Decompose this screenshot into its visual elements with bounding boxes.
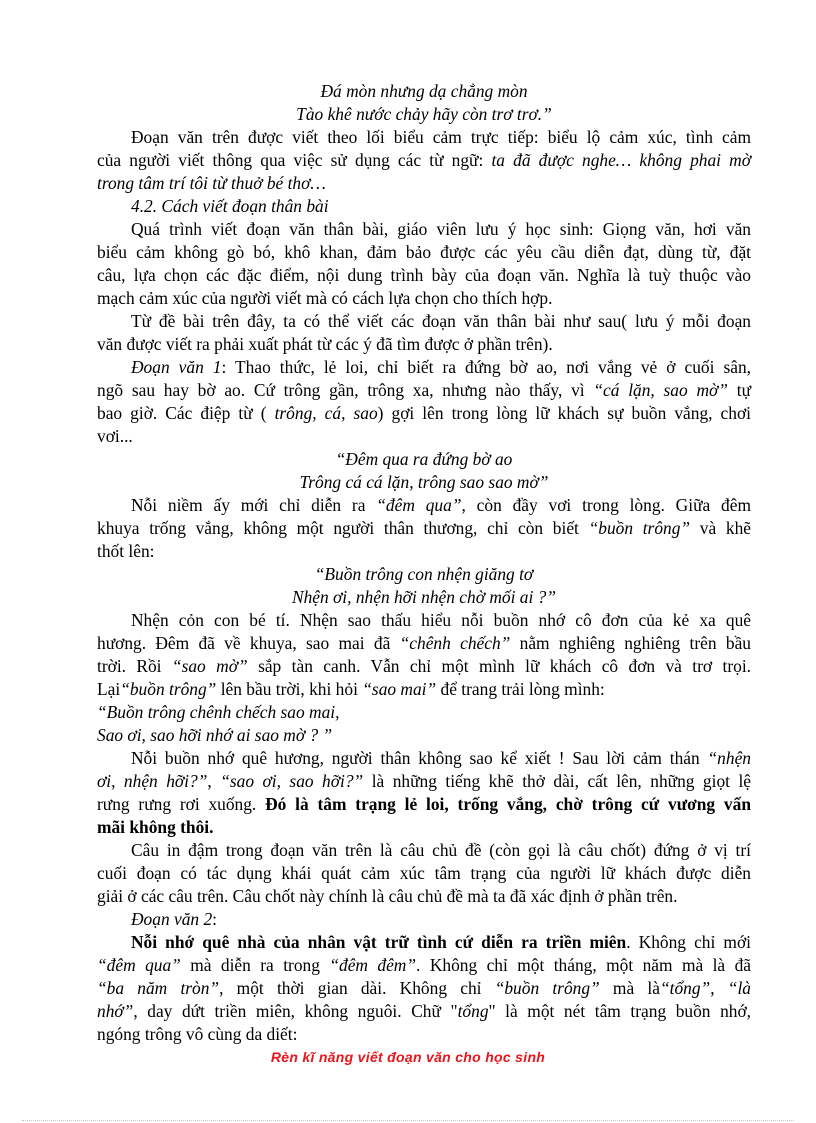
body-text: Nỗi niềm ấy mới chỉ diễn ra: [131, 495, 377, 515]
body-text: mà diễn ra trong: [180, 955, 330, 975]
body-text: nằm nghiêng nghiêng trên bầu: [510, 633, 751, 653]
paragraph-line: [97, 655, 751, 678]
verse-line: [97, 471, 751, 494]
paragraph-line: [97, 310, 751, 333]
verse-line: [97, 586, 751, 609]
paragraph-line: [97, 425, 751, 448]
paragraph-line: [97, 931, 751, 954]
verse-text: “Đêm qua ra đứng bờ ao: [335, 449, 513, 469]
body-text: Nỗi buồn nhớ quê hương, người thân không sao kể xiết ! Sau lời cảm thán: [131, 748, 708, 768]
paragraph-line: [97, 1023, 751, 1046]
body-text: ngõ sau hay bờ ao. Cứ trông gần, trông xa, nhưng nào thấy, vì: [97, 380, 594, 400]
paragraph-line: [97, 977, 751, 1000]
verse-text: Sao ơi, sao hỡi nhớ ai sao mờ ? ”: [97, 725, 333, 745]
paragraph-line: [97, 494, 751, 517]
paragraph-line: [97, 126, 751, 149]
paragraph-line: [97, 793, 751, 816]
verse-line: [97, 448, 751, 471]
verse-text: Trông cá cá lặn, trông sao sao mờ”: [299, 472, 549, 492]
verse-line: [97, 563, 751, 586]
body-text: của người viết thông qua việc sử dụng các từ ngữ:: [97, 150, 492, 170]
italic-quote: “buồn trông”: [494, 978, 600, 998]
paragraph-line: [97, 356, 751, 379]
verse-line: [97, 724, 751, 747]
italic-text: trong tâm trí tôi từ thuở bé thơ…: [97, 173, 326, 193]
body-text: Nhện cỏn con bé tí. Nhện sao thấu hiểu nỗi buồn nhớ cô đơn của kẻ xa quê: [131, 610, 751, 630]
paragraph-line: [97, 379, 751, 402]
body-text: . Không chỉ một tháng, một năm mà là đã: [416, 955, 751, 975]
bold-text: Đó là tâm trạng lẻ loi, trống vắng, chờ trông cứ vương vấn: [265, 794, 751, 814]
body-text: văn được viết ra phải xuất phát từ các ý đã tìm được ở phần trên).: [97, 334, 553, 354]
bold-text: Nỗi nhớ quê nhà của nhân vật trữ tình cứ diễn ra triền miên: [131, 932, 627, 952]
italic-quote: “sao ơi, sao hỡi?”: [220, 771, 364, 791]
body-text: , day dứt triền miên, không nguôi. Chữ ": [133, 1001, 458, 1021]
body-text: Câu in đậm trong đoạn văn trên là câu chủ đề (còn gọi là câu chốt) đứng ở vị trí: [131, 840, 751, 860]
quote-line-1: [97, 80, 751, 103]
paragraph-line: [97, 333, 751, 356]
paragraph-line: [97, 149, 751, 172]
body-text: biểu cảm không gò bó, khô khan, đảm bảo được các yêu cầu diễn đạt, dùng từ, đặt: [97, 242, 751, 262]
body-text: ) gợi lên trong lòng lữ khách sự buồn vắng, chơi: [377, 403, 751, 423]
italic-quote: “sao mai”: [362, 679, 437, 699]
italic-quote: “đêm qua”: [97, 955, 181, 975]
section-label: [97, 908, 751, 931]
quote-line-2: [97, 103, 751, 126]
italic-label: Đoạn văn 2: [131, 909, 213, 929]
body-text: hương. Đêm đã về khuya, sao mai đã: [97, 633, 400, 653]
page-footer: Rèn kĩ năng viết đoạn văn cho học sinh: [270, 1049, 546, 1065]
italic-quote: “đêm qua”: [376, 495, 462, 515]
italic-text: trông, cá, sao: [274, 403, 378, 423]
paragraph-line: [97, 172, 751, 195]
paragraph-line: [97, 632, 751, 655]
paragraph-line: [97, 747, 751, 770]
italic-quote: nhớ”: [97, 1001, 134, 1021]
body-text: Quá trình viết đoạn văn thân bài, giáo viên lưu ý học sinh: Giọng văn, hơi văn: [131, 219, 751, 239]
verse-line: [97, 701, 751, 724]
section-heading: [97, 195, 751, 218]
body-text: tự: [727, 380, 752, 400]
body-text: mạch cảm xúc của người viết mà có cách lựa chọn cho thích hợp.: [97, 288, 553, 308]
italic-quote: “cá lặn, sao mờ”: [593, 380, 728, 400]
verse-text: Tào khê nước chảy hãy còn trơ trơ.”: [296, 104, 552, 124]
verse-text: Nhện ơi, nhện hỡi nhện chờ mối ai ?”: [291, 587, 557, 607]
page-bottom-divider: [22, 1120, 794, 1121]
body-text: rưng rưng rơi xuống.: [97, 794, 266, 814]
italic-quote: “sao mờ”: [171, 656, 248, 676]
body-text: :: [212, 909, 217, 929]
paragraph-line: [97, 517, 751, 540]
paragraph-line: [97, 540, 751, 563]
body-text: trời. Rồi: [97, 656, 172, 676]
body-text: , còn đầy vơi trong lòng. Giữa đêm: [461, 495, 751, 515]
italic-quote: “chênh chếch”: [399, 633, 511, 653]
paragraph-line: [97, 1000, 751, 1023]
body-text: thốt lên:: [97, 541, 155, 561]
body-text: ,: [207, 771, 221, 791]
paragraph-line: [97, 218, 751, 241]
body-text: câu, lựa chọn các đặc điểm, nội dung trình bày của đoạn văn. Nghĩa là tuỳ thuộc vào: [97, 265, 751, 285]
paragraph-line: [97, 954, 751, 977]
paragraph-line: [97, 287, 751, 310]
body-text: Đoạn văn trên được viết theo lối biểu cảm trực tiếp: biểu lộ cảm xúc, tình cảm: [131, 127, 751, 147]
italic-quote: “đêm đêm”: [329, 955, 417, 975]
bold-text: mãi không thôi.: [97, 817, 214, 837]
italic-quote: “nhện: [707, 748, 751, 768]
paragraph-line: [97, 264, 751, 287]
body-text: là những tiếng khẽ thở dài, cất lên, những giọt lệ: [363, 771, 751, 791]
heading-text: 4.2. Cách viết đoạn thân bài: [131, 196, 329, 216]
paragraph-line: [97, 885, 751, 908]
verse-text: “Buồn trông con nhện giăng tơ: [314, 564, 534, 584]
paragraph-line: [97, 839, 751, 862]
body-text: và khẽ: [690, 518, 751, 538]
body-text: khuya trống vắng, không một người thân thương, chỉ còn biết: [97, 518, 589, 538]
italic-quote: “buồn trông”: [588, 518, 691, 538]
paragraph-line: [97, 241, 751, 264]
paragraph-line: [97, 816, 751, 839]
italic-quote: “tổng”: [659, 978, 711, 998]
italic-quote: “buồn trông”: [120, 679, 217, 699]
body-text: sắp tàn canh. Vẫn chỉ một mình lữ khách cô đơn và trơ trọi.: [247, 656, 751, 676]
body-text: , một thời gian dài. Không chỉ: [219, 978, 495, 998]
body-text: vơi...: [97, 426, 133, 446]
body-text: Lại: [97, 679, 121, 699]
body-text: cuối đoạn có tác dụng khái quát cảm xúc tâm trạng của người lữ khách được diễn: [97, 863, 751, 883]
body-text: lên bầu trời, khi hỏi: [216, 679, 363, 699]
paragraph-line: [97, 678, 751, 701]
paragraph-line: [97, 609, 751, 632]
italic-quote: “ba năm tròn”: [97, 978, 220, 998]
body-text: giải ở các câu trên. Câu chốt này chính là câu chủ đề mà ta đã xác định ở phần trên.: [97, 886, 678, 906]
italic-label: Đoạn văn 1: [131, 357, 222, 377]
verse-text: Đá mòn nhưng dạ chẳng mòn: [320, 81, 528, 101]
paragraph-line: [97, 402, 751, 425]
verse-text: “Buồn trông chênh chếch sao mai,: [97, 702, 340, 722]
body-text: để trang trải lòng mình:: [436, 679, 605, 699]
paragraph-line: [97, 862, 751, 885]
italic-quote: ơi, nhện hỡi?”: [97, 771, 208, 791]
italic-text: tổng: [457, 1001, 489, 1021]
italic-text: ta đã được nghe… không phai mờ: [491, 150, 751, 170]
paragraph-line: [97, 770, 751, 793]
body-text: . Không chỉ mới: [626, 932, 751, 952]
italic-quote: “là: [727, 978, 751, 998]
body-text: mà là: [599, 978, 660, 998]
body-text: ,: [710, 978, 728, 998]
body-text: : Thao thức, lẻ loi, chỉ biết ra đứng bờ ao, nơi vắng vẻ ở cuối sân,: [221, 357, 751, 377]
body-text: " là một nét tâm trạng buồn nhớ,: [488, 1001, 751, 1021]
body-text: Từ đề bài trên đây, ta có thể viết các đoạn văn thân bài như sau( lưu ý mỗi đoạn: [131, 311, 751, 331]
body-text: ngóng trông vô cùng da diết:: [97, 1024, 298, 1044]
body-text: bao giờ. Các điệp từ (: [97, 403, 275, 423]
